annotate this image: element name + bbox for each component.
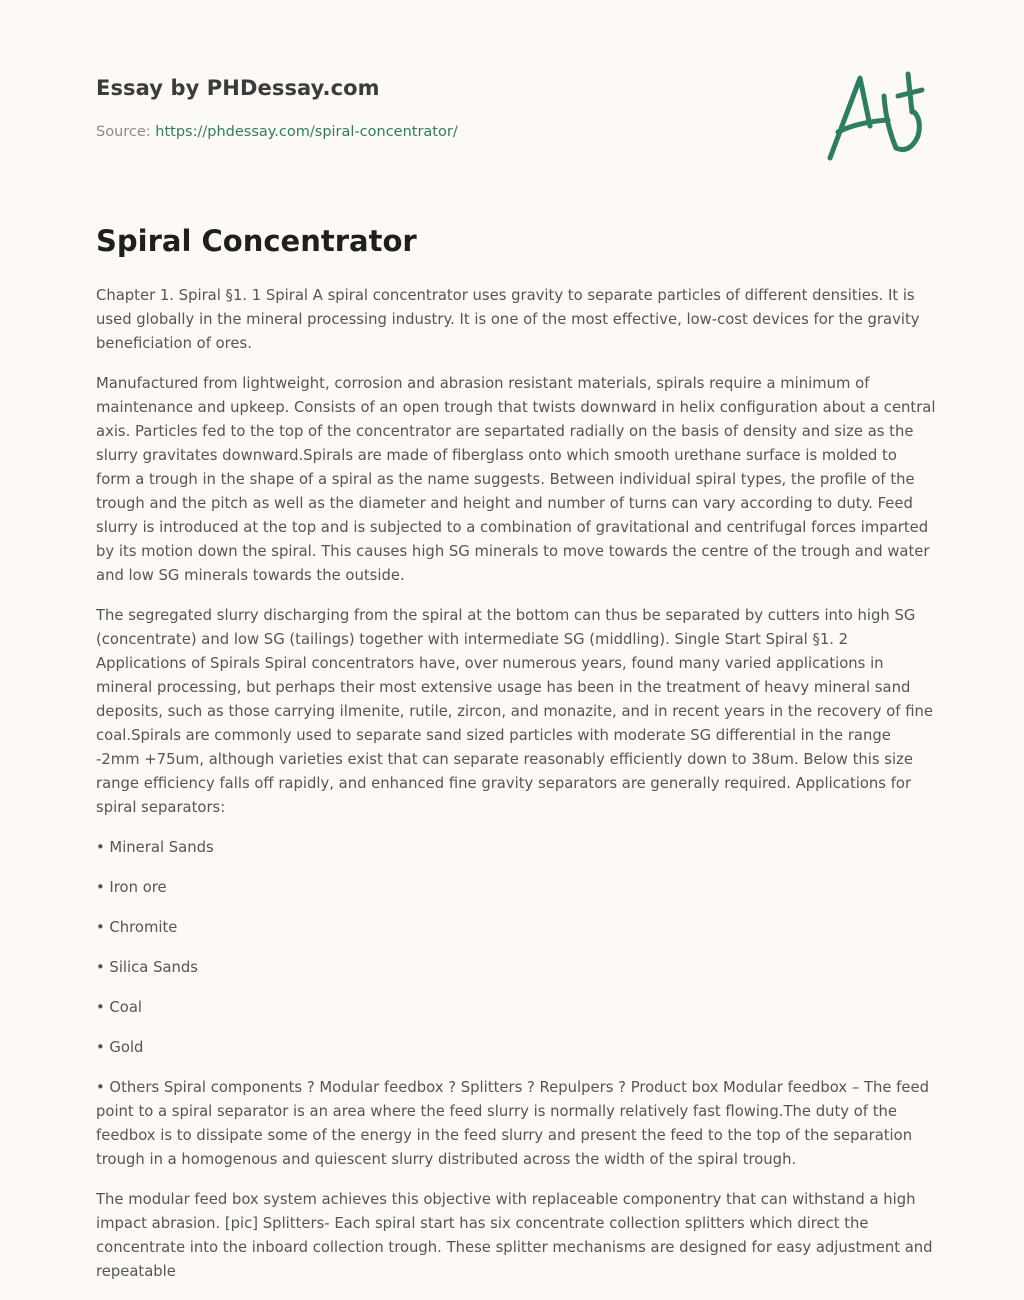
site-brand: Essay by PHDessay.com <box>96 76 380 100</box>
a-plus-logo-icon <box>818 66 930 166</box>
paragraph: Manufactured from lightweight, corrosion and abrasion resistant materials, spirals require a minimum of maintenance and upkeep. Consists of an open trough that twists downward in helix configuration about a central axis. Particles fed to the top of the concentrator are separtated radially on the basis of density and size as the slurry gravitates downward.Spirals are made of fiberglass onto which smooth urethane surface is molded to form a trough in the shape of a spiral as the name suggests. Between individual spiral types, the profile of the trough and the pitch as well as the diameter and height and number of turns can vary according to duty. Feed slurry is introduced at the top and is subjected to a combination of gravitational and centrifugal forces imparted by its motion down the spiral. This causes high SG minerals to move towards the centre of the trough and water and low SG minerals towards the outside. <box>96 375 936 584</box>
paragraph: • Others Spiral components ? Modular feedbox ? Splitters ? Repulpers ? Product box Modular feedbox – The feed point to a spiral separator is an area where the feed slurry is normally relatively fast flowing.The duty of the feedbox is to dissipate some of the energy in the feed slurry and present the feed to the top of the separation trough in a homogenous and quiescent slurry distributed across the width of the spiral trough. <box>96 1079 929 1168</box>
paragraph: Chapter 1. Spiral §1. 1 Spiral A spiral concentrator uses gravity to separate particles of different densities. It is used globally in the mineral processing industry. It is one of the most effective, low-cost devices for the gravity beneficiation of ores. <box>96 287 920 352</box>
list-item: • Silica Sands <box>96 959 199 976</box>
list-item: • Mineral Sands <box>96 839 214 856</box>
paragraph: The modular feed box system achieves this objective with replaceable componentry that can withstand a high impact abrasion. [pic] Splitters- Each spiral start has six concentrate collection splitters which direct the concentrate into the inboard collection trough. These splitter mechanisms are designed for easy adjustment and repeatable <box>96 1191 933 1280</box>
list-item: • Chromite <box>96 919 178 936</box>
paragraph: The segregated slurry discharging from the spiral at the bottom can thus be separated by cutters into high SG (concentrate) and low SG (tailings) together with intermediate SG (middling). Single Start Spiral §1. 2 Applications of Spirals Spiral concentrators have, over numerous years, found many varied applications in mineral processing, but perhaps their most extensive usage has been in the treatment of heavy mineral sand deposits, such as those carrying ilmenite, rutile, zircon, and monazite, and in recent years in the recovery of fine coal.Spirals are commonly used to separate sand sized particles with moderate SG differential in the range -2mm +75um, although varieties exist that can separate reasonably efficiently down to 38um. Below this size range efficiency falls off rapidly, and enhanced fine gravity separators are generally required. Applications for spiral separators: <box>96 607 933 816</box>
article-title: Spiral Concentrator <box>96 224 417 258</box>
source-link[interactable]: https://phdessay.com/spiral-concentrator/ <box>155 124 458 140</box>
list-item: • Gold <box>96 1039 144 1056</box>
source-line <box>96 124 458 140</box>
list-item: • Coal <box>96 999 142 1016</box>
list-item: • Iron ore <box>96 879 167 896</box>
source-label: Source: <box>96 124 151 140</box>
article-body <box>96 284 936 1300</box>
